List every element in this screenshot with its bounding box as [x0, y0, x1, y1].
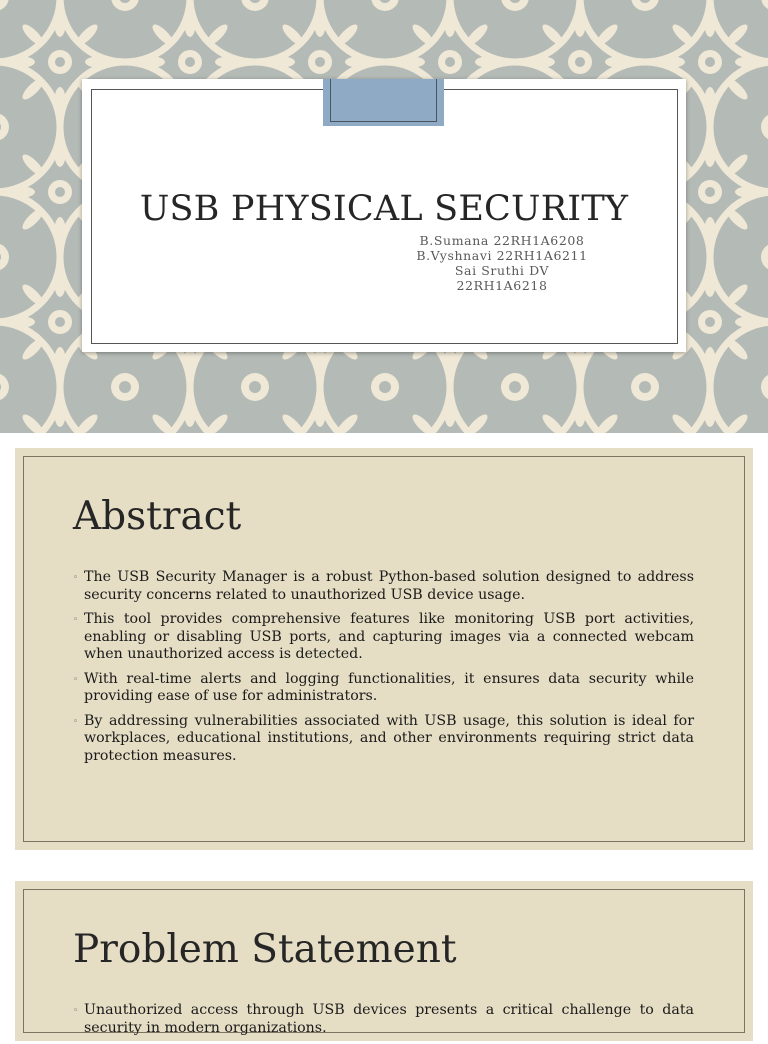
- author-line: B.Sumana 22RH1A6208: [419, 233, 585, 248]
- authors-block: [382, 233, 622, 293]
- bullet-marker-icon: ◦: [73, 615, 79, 625]
- bullet-list: [73, 569, 694, 772]
- author-line: 22RH1A6218: [456, 278, 548, 293]
- list-item: [73, 671, 694, 706]
- bullet-text: Unauthorized access through USB devices presents a critical challenge to data security in modern organizations.: [84, 1002, 694, 1036]
- list-item: [73, 569, 694, 604]
- list-item: [73, 1002, 694, 1037]
- slide-heading: Abstract: [73, 494, 242, 539]
- slide-title: USB PHYSICAL SECURITY: [139, 189, 629, 229]
- bullet-text: By addressing vulnerabilities associated with USB usage, this solution is ideal for workplaces, educational institutions, and other environments requiring strict data protection measures.: [84, 712, 694, 764]
- bullet-marker-icon: ◦: [73, 674, 79, 685]
- bullet-marker-icon: ◦: [73, 1006, 79, 1016]
- slide-heading: Problem Statement: [73, 927, 457, 972]
- title-tab-accent: [323, 79, 444, 126]
- list-item: [73, 611, 694, 664]
- bullet-list: [73, 1002, 694, 1044]
- bullet-text: The USB Security Manager is a robust Python-based solution designed to address security concerns related to unauthorized USB device usage.: [84, 569, 694, 603]
- title-tab-inner: [330, 79, 437, 122]
- list-item: [73, 713, 694, 766]
- author-line: B.Vyshnavi 22RH1A6211: [416, 248, 588, 263]
- bullet-marker-icon: ◦: [73, 573, 79, 583]
- author-line: Sai Sruthi DV: [454, 263, 550, 278]
- abstract-slide: [15, 448, 753, 850]
- bullet-text: This tool provides comprehensive features like monitoring USB port activities, enabling or disabling USB ports, and capturing images via a connected webcam when unauthorized access is detected.: [84, 611, 694, 662]
- bullet-marker-icon: ◦: [73, 716, 79, 727]
- problem-statement-slide: [15, 881, 753, 1041]
- bullet-text: With real-time alerts and logging functionalities, it ensures data security while providing ease of use for administrators.: [84, 670, 694, 704]
- title-slide: [0, 0, 768, 433]
- title-card: [82, 79, 686, 352]
